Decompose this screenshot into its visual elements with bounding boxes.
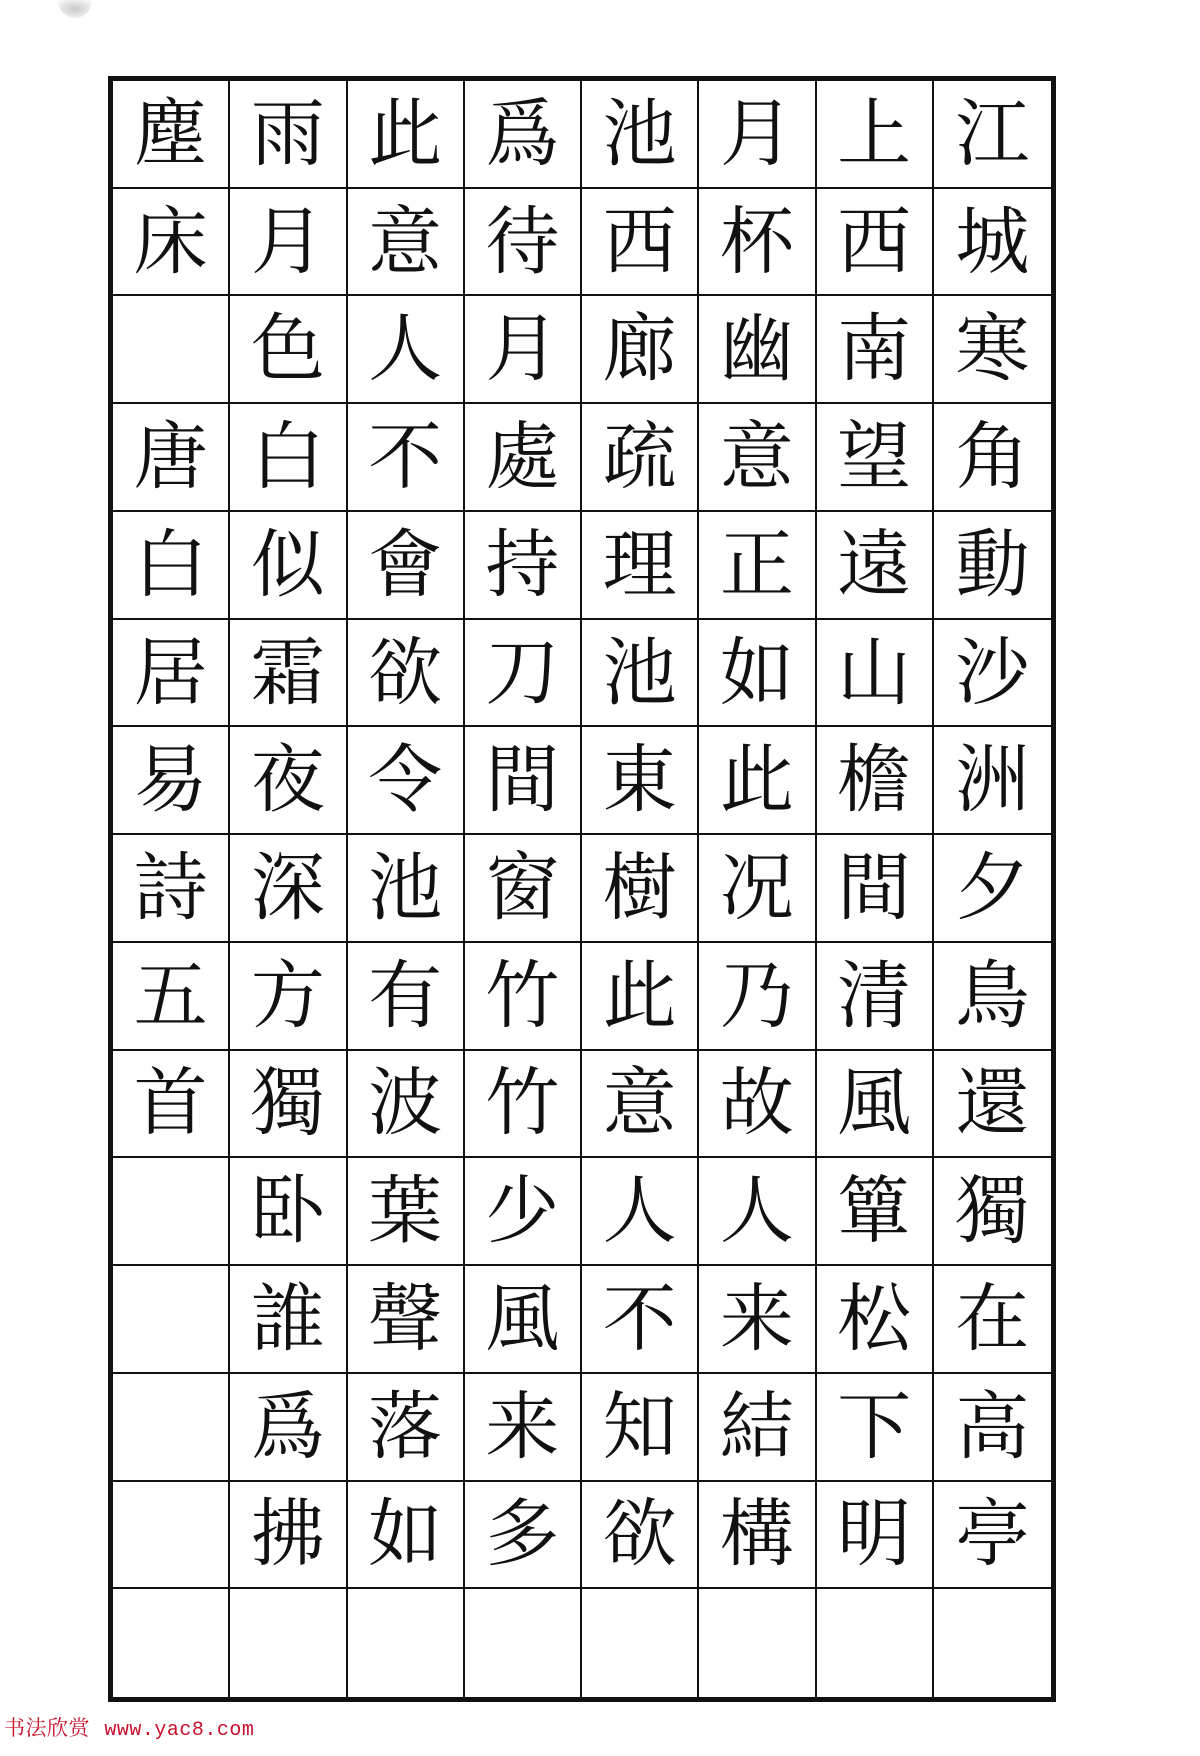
grid-cell: 簞 (817, 1158, 934, 1266)
grid-cell: 人 (348, 296, 465, 404)
grid-cell: 洲 (934, 727, 1051, 835)
grid-cell: 有 (348, 943, 465, 1051)
grid-cell: 杯 (699, 189, 816, 297)
grid-cell: 令 (348, 727, 465, 835)
grid-cell: 城 (934, 189, 1051, 297)
grid-cell: 結 (699, 1374, 816, 1482)
grid-cell: 白 (113, 512, 230, 620)
grid-cell: 卧 (230, 1158, 347, 1266)
grid-cell (113, 1374, 230, 1482)
grid-cell: 故 (699, 1051, 816, 1159)
grid-cell: 如 (699, 620, 816, 728)
grid-cell: 獨 (230, 1051, 347, 1159)
grid-cell: 方 (230, 943, 347, 1051)
grid-cell: 色 (230, 296, 347, 404)
grid-cell: 樹 (582, 835, 699, 943)
grid-cell: 正 (699, 512, 816, 620)
grid-cell: 不 (582, 1266, 699, 1374)
grid-cell: 来 (465, 1374, 582, 1482)
watermark-url: www.yac8.com (104, 1719, 255, 1742)
grid-cell: 寒 (934, 296, 1051, 404)
grid-cell: 風 (817, 1051, 934, 1159)
grid-cell: 似 (230, 512, 347, 620)
grid-cell: 唐 (113, 404, 230, 512)
grid-cell: 池 (582, 620, 699, 728)
grid-cell: 山 (817, 620, 934, 728)
grid-cell (465, 1589, 582, 1697)
grid-cell: 人 (699, 1158, 816, 1266)
grid-cell (113, 1266, 230, 1374)
grid-cell: 意 (582, 1051, 699, 1159)
grid-cell (582, 1589, 699, 1697)
grid-cell: 持 (465, 512, 582, 620)
grid-cell: 多 (465, 1482, 582, 1590)
grid-cell: 白 (230, 404, 347, 512)
grid-cell: 人 (582, 1158, 699, 1266)
grid-cell: 間 (465, 727, 582, 835)
grid-cell: 床 (113, 189, 230, 297)
watermark-site-name: 书法欣赏 (4, 1717, 90, 1740)
grid-cell: 况 (699, 835, 816, 943)
grid-cell: 廊 (582, 296, 699, 404)
grid-cell: 此 (699, 727, 816, 835)
grid-cell: 構 (699, 1482, 816, 1590)
grid-cell: 夜 (230, 727, 347, 835)
grid-cell: 南 (817, 296, 934, 404)
grid-cell: 落 (348, 1374, 465, 1482)
grid-cell: 理 (582, 512, 699, 620)
grid-cell: 獨 (934, 1158, 1051, 1266)
grid-cell: 易 (113, 727, 230, 835)
grid-cell: 東 (582, 727, 699, 835)
grid-cell (113, 1482, 230, 1590)
corner-scan-smudge (58, 0, 92, 18)
grid-cell: 窗 (465, 835, 582, 943)
grid-cell (934, 1589, 1051, 1697)
grid-cell: 還 (934, 1051, 1051, 1159)
grid-cell: 五 (113, 943, 230, 1051)
grid-cell: 沙 (934, 620, 1051, 728)
grid-cell: 西 (582, 189, 699, 297)
calligraphy-grid-sheet (108, 76, 1056, 1702)
grid-cell: 意 (699, 404, 816, 512)
grid-cell: 雨 (230, 81, 347, 189)
grid-cell: 葉 (348, 1158, 465, 1266)
grid-cell: 知 (582, 1374, 699, 1482)
grid-cell (113, 1589, 230, 1697)
grid-cell: 首 (113, 1051, 230, 1159)
grid-cell: 動 (934, 512, 1051, 620)
grid-cell: 月 (230, 189, 347, 297)
grid-cell: 夕 (934, 835, 1051, 943)
grid-cell: 池 (582, 81, 699, 189)
grid-cell (113, 296, 230, 404)
grid-cell: 松 (817, 1266, 934, 1374)
grid-cell: 亭 (934, 1482, 1051, 1590)
grid-cell: 望 (817, 404, 934, 512)
grid-cell: 疏 (582, 404, 699, 512)
grid-cell: 遠 (817, 512, 934, 620)
grid-cell: 待 (465, 189, 582, 297)
grid-cell: 爲 (465, 81, 582, 189)
grid-cell: 此 (582, 943, 699, 1051)
grid-cell: 居 (113, 620, 230, 728)
grid-cell: 月 (465, 296, 582, 404)
grid-cell: 江 (934, 81, 1051, 189)
grid-cell (817, 1589, 934, 1697)
grid-cell: 聲 (348, 1266, 465, 1374)
grid-cell: 少 (465, 1158, 582, 1266)
grid-cell: 此 (348, 81, 465, 189)
grid-cell (348, 1589, 465, 1697)
grid-cell: 池 (348, 835, 465, 943)
grid-cell: 波 (348, 1051, 465, 1159)
grid-cell: 月 (699, 81, 816, 189)
grid-cell (230, 1589, 347, 1697)
grid-cell: 西 (817, 189, 934, 297)
grid-cell: 拂 (230, 1482, 347, 1590)
grid-cell: 不 (348, 404, 465, 512)
grid-cell: 會 (348, 512, 465, 620)
grid-cell: 明 (817, 1482, 934, 1590)
grid-cell: 意 (348, 189, 465, 297)
grid-cell: 在 (934, 1266, 1051, 1374)
grid-cell: 塵 (113, 81, 230, 189)
grid-cell: 刀 (465, 620, 582, 728)
grid-cell: 乃 (699, 943, 816, 1051)
grid-cell: 爲 (230, 1374, 347, 1482)
grid-cell: 深 (230, 835, 347, 943)
grid-cell: 風 (465, 1266, 582, 1374)
grid-cell: 高 (934, 1374, 1051, 1482)
grid-cell: 鳥 (934, 943, 1051, 1051)
grid-cell: 幽 (699, 296, 816, 404)
grid-cell: 間 (817, 835, 934, 943)
grid-cell (113, 1158, 230, 1266)
grid-cell: 下 (817, 1374, 934, 1482)
grid-cell: 欲 (348, 620, 465, 728)
grid-cell: 誰 (230, 1266, 347, 1374)
grid-cell: 清 (817, 943, 934, 1051)
grid-cell: 竹 (465, 1051, 582, 1159)
grid-cell: 如 (348, 1482, 465, 1590)
site-watermark (4, 1712, 254, 1742)
grid-cell: 角 (934, 404, 1051, 512)
grid-cell: 上 (817, 81, 934, 189)
grid-cell: 檐 (817, 727, 934, 835)
grid-cell (699, 1589, 816, 1697)
grid-cell: 處 (465, 404, 582, 512)
grid-cell: 霜 (230, 620, 347, 728)
grid-cell: 来 (699, 1266, 816, 1374)
grid-cell: 詩 (113, 835, 230, 943)
grid-cell: 欲 (582, 1482, 699, 1590)
grid-cell: 竹 (465, 943, 582, 1051)
